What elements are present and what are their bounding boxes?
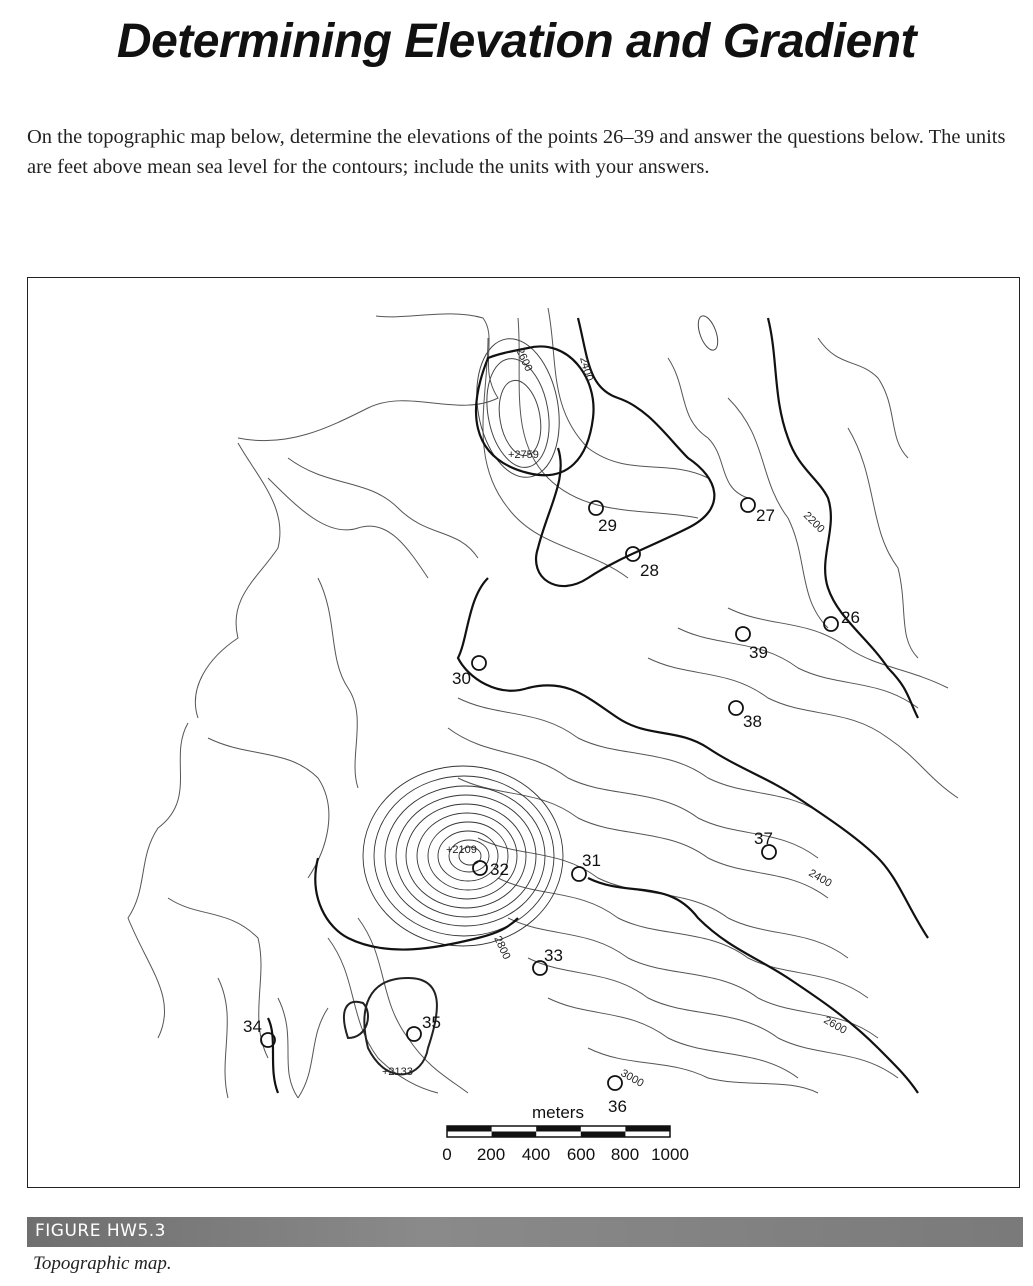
point-label-38: 38 [743, 712, 762, 731]
point-label-26: 26 [841, 608, 860, 627]
scale-bar [442, 1103, 689, 1164]
scale-tick: 600 [566, 1145, 596, 1164]
page-title: Determining Elevation and Gradient [116, 15, 917, 68]
contour-label: 2400 [806, 867, 834, 890]
instructions-text: On the topographic map below, determine the elevations of the points 26–39 and answer the questions below. The units are feet above mean sea level for the contours; include the units with your answers. [27, 126, 1006, 178]
scale-unit-label: meters [532, 1103, 584, 1122]
point-label-31: 31 [582, 851, 601, 870]
point-label-28: 28 [640, 561, 659, 580]
scale-tick: 800 [610, 1145, 640, 1164]
scale-tick: 200 [476, 1145, 506, 1164]
contour-label: 2800 [491, 934, 513, 962]
figure-label: FIGURE HW5.3 [35, 1221, 166, 1241]
topographic-map-frame [27, 277, 1020, 1188]
figure-caption: Topographic map. [33, 1253, 172, 1274]
point-label-34: 34 [243, 1017, 262, 1036]
contour-label: 2200 [800, 509, 827, 536]
point-label-33: 33 [544, 946, 563, 965]
topographic-map [28, 278, 1018, 1186]
point-label-27: 27 [756, 506, 775, 525]
point-label-39: 39 [749, 643, 768, 662]
contour-label: 3000 [618, 1067, 646, 1090]
point-label-35: 35 [422, 1013, 441, 1032]
contour-label: 2600 [821, 1014, 849, 1037]
contour-label: 2600 [513, 346, 535, 374]
scale-tick: 400 [521, 1145, 551, 1164]
point-label-37: 37 [754, 829, 773, 848]
contour-label: 2400 [577, 355, 596, 383]
scale-tick: 1000 [651, 1145, 689, 1164]
point-label-30: 30 [452, 669, 471, 688]
point-label-29: 29 [598, 516, 617, 535]
spot-height-label: +2759 [508, 449, 539, 461]
figure-label-bar [27, 1217, 1023, 1247]
spot-height-label: +2109 [446, 844, 477, 856]
point-label-36: 36 [608, 1097, 627, 1116]
point-label-32: 32 [490, 860, 509, 879]
scale-tick: 0 [442, 1145, 452, 1164]
spot-height-label: +2133 [382, 1066, 413, 1078]
